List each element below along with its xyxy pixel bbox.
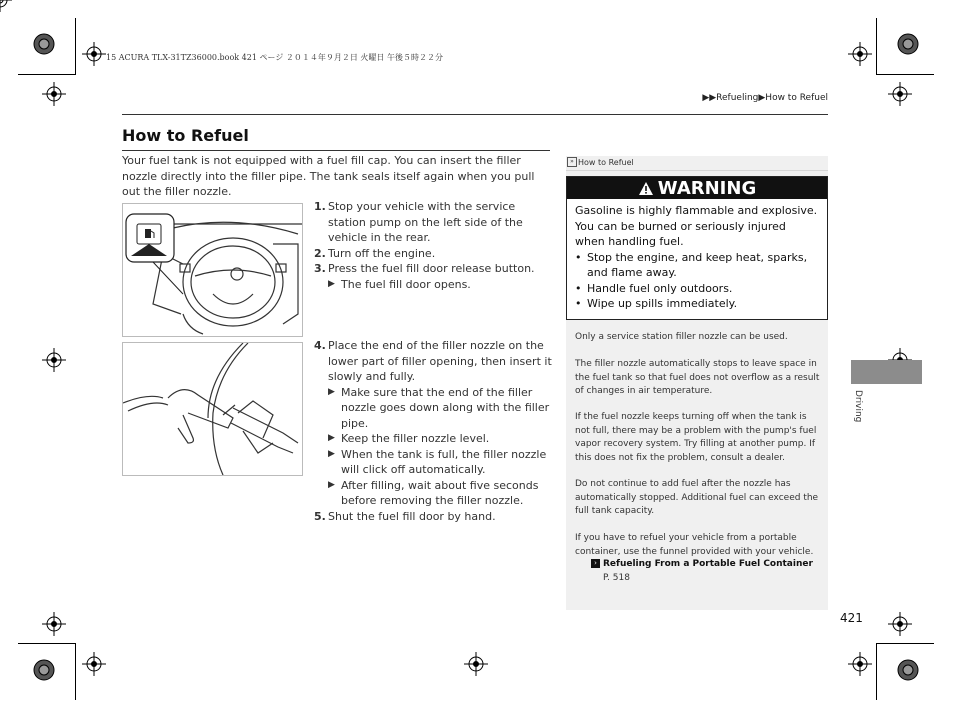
arrow-icon: ▶ <box>328 448 335 459</box>
arrow-icon: ▶ <box>328 278 335 289</box>
cross-reference[interactable] <box>591 558 821 585</box>
page-title: How to Refuel <box>122 126 249 145</box>
breadcrumb-section[interactable]: Refueling <box>716 93 759 103</box>
sub-step <box>314 478 552 509</box>
step-text: Stop your vehicle with the service station pump on the left side of the vehicle in the rear. <box>328 200 523 244</box>
breadcrumb-arrows-icon: ▶▶ <box>702 93 717 103</box>
step-item <box>314 246 552 262</box>
step-number: 3. <box>314 262 326 275</box>
warning-list <box>575 250 819 312</box>
print-header: 15 ACURA TLX-31TZ36000.book 421 ページ ２０１４年９月２日 火曜日 午後５時２２分 <box>106 53 443 62</box>
page-number: 421 <box>840 611 863 625</box>
step-item <box>314 261 552 277</box>
step-text: Press the fuel fill door release button. <box>328 262 535 275</box>
nozzle-drawing <box>123 343 302 475</box>
chapter-tab-label: Driving <box>853 390 863 423</box>
note-icon: » <box>567 157 577 167</box>
sub-step <box>314 385 552 432</box>
step-text: Turn off the engine. <box>328 246 436 260</box>
reference-page[interactable]: P. 518 <box>603 572 630 583</box>
warning-header <box>567 177 827 199</box>
reference-title[interactable]: Refueling From a Portable Fuel Container <box>603 559 813 569</box>
intro-paragraph: Your fuel tank is not equipped with a fuel fill cap. You can insert the filler nozzle directly into the filler pipe. The tank seals itself again when you pull out the filler nozzle. <box>122 154 535 198</box>
warning-triangle-icon <box>638 181 654 196</box>
chapter-tab[interactable] <box>851 360 922 384</box>
step-number: 4. <box>314 339 326 352</box>
breadcrumb-arrow-icon: ▶ <box>758 93 766 103</box>
arrow-icon: ▶ <box>328 386 335 397</box>
arrow-icon: ▶ <box>328 479 335 490</box>
header-rule <box>122 114 828 115</box>
step-item <box>314 199 552 246</box>
warning-bullet: • Handle fuel only outdoors. <box>575 281 819 297</box>
note-paragraph: If you have to refuel your vehicle from a portable container, use the funnel provided with your vehicle. <box>575 533 814 557</box>
step-item <box>314 338 552 385</box>
breadcrumb-page: How to Refuel <box>765 93 828 103</box>
note-paragraph: Do not continue to add fuel after the nozzle has automatically stopped. Additional fuel can exceed the full tank capacity. <box>575 479 819 516</box>
step-number: 1. <box>314 200 326 213</box>
sub-step-text: Keep the filler nozzle level. <box>341 432 490 445</box>
sub-step-text: When the tank is full, the filler nozzle will click off automatically. <box>341 447 547 476</box>
reference-icon: › <box>591 559 600 568</box>
sidebar-label: » How to Refuel <box>566 156 828 171</box>
note-paragraph: The filler nozzle automatically stops to leave space in the fuel tank so that fuel does not overflow as a result of changes in air temperature. <box>575 359 820 396</box>
warning-bullet: • Wipe up spills immediately. <box>575 296 819 312</box>
title-rule <box>122 150 550 151</box>
warning-intro: Gasoline is highly flammable and explosive. You can be burned or seriously injured when handling fuel. <box>575 204 818 248</box>
step-number: 2. <box>314 246 326 260</box>
sub-step <box>314 431 552 447</box>
steps-1-3 <box>314 199 552 292</box>
arrow-icon: ▶ <box>328 433 335 443</box>
note-paragraph: If the fuel nozzle keeps turning off when the tank is not full, there may be a problem with the pump's fuel vapor recovery system. Try filling at another pump. If this does not fix the problem, consult a dealer. <box>575 412 817 463</box>
step-text: Shut the fuel fill door by hand. <box>328 509 496 523</box>
dashboard-illustration <box>122 203 303 337</box>
warning-box <box>566 176 828 320</box>
breadcrumb <box>702 93 828 103</box>
sub-step <box>314 447 552 478</box>
steering-wheel-illustration <box>123 204 302 336</box>
sub-step <box>314 277 552 293</box>
filler-nozzle-illustration <box>122 342 303 476</box>
warning-title: WARNING <box>657 177 757 199</box>
step-number: 5. <box>314 509 326 523</box>
warning-bullet: • Stop the engine, and keep heat, sparks, and flame away. <box>575 250 819 281</box>
warning-body <box>567 199 827 316</box>
sub-step-text: The fuel fill door opens. <box>341 277 471 291</box>
steps-4-5 <box>314 338 552 524</box>
step-item <box>314 509 552 525</box>
note-paragraph: Only a service station filler nozzle can be used. <box>575 332 788 342</box>
step-text: Place the end of the filler nozzle on the lower part of filler opening, then insert it slowly and fully. <box>328 339 552 383</box>
sub-step-text: After filling, wait about five seconds before removing the filler nozzle. <box>341 478 539 507</box>
sub-step-text: Make sure that the end of the filler nozzle goes down along with the filler pipe. <box>341 385 550 430</box>
